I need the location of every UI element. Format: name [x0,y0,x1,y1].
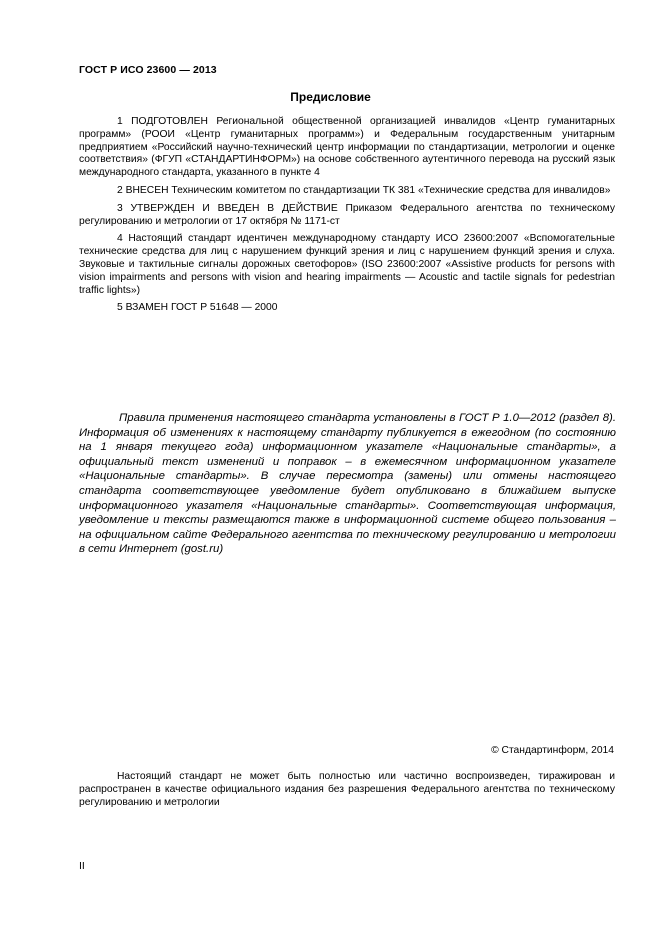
foreword-paragraph-4: 4 Настоящий стандарт идентичен международному стандарту ИСО 23600:2007 «Вспомогательные технические средства для лиц с нарушением функций зрения и лиц с нарушением функций зрения и слуха. Звуковые и тактильные сигналы дорожных светофоров» (ISO 23600:2007 «Assistive products for persons with vision impairments and persons with vision and hearing impairments — Acoustic and tactile signals for pedestrian traffic lights») [79,233,615,296]
foreword-paragraph-2: 2 ВНЕСЕН Техническим комитетом по стандартизации ТК 381 «Технические средства для инвалидов» [117,184,611,196]
reproduction-notice: Настоящий стандарт не может быть полностью или частично воспроизведен, тиражирован и распространен в качестве официального издания без разрешения Федерального агентства по техническому регулированию и метрологии [79,771,615,808]
document-code: ГОСТ Р ИСО 23600 — 2013 [79,64,217,76]
foreword-paragraph-3: 3 УТВЕРЖДЕН И ВВЕДЕН В ДЕЙСТВИЕ Приказом Федерального агентства по техническому регулированию и метрологии от 17 октября № 1171-ст [79,202,615,227]
foreword-paragraph-1: 1 ПОДГОТОВЛЕН Региональной общественной организацией инвалидов «Центр гуманитарных программ» (РООИ «Центр гуманитарных программ») и Федеральным государственным унитарным предприятием «Российский научно-технический центр информации по стандартизации, метрологии и оценке соответствия» (ФГУП «СТАНДАРТИНФОРМ») на основе собственного аутентичного перевода на русский язык международного стандарта, указанного в пункте 4 [79,116,615,179]
rules-of-application-note: Правила применения настоящего стандарта установлены в ГОСТ Р 1.0—2012 (раздел 8). Информация об изменениях к настоящему стандарту публикуется в ежегодном (по состоянию на 1 января текущего года) информационном указателе «Национальные стандарты», а официальный текст изменений и поправок – в ежемесячном информационном указателе «Национальные стандарты». В случае пересмотра (замены) или отмены настоящего стандарта соответствующее уведомление будет опубликовано в ближайшем выпуске информационного указателя «Национальные стандарты». Соответствующая информация, уведомление и тексты размещаются также в информационной системе общего пользования – на официальном сайте Федерального агентства по техническому регулированию и метрологии в сети Интернет (gost.ru) [79,412,616,556]
copyright-line: © Стандартинформ, 2014 [491,745,614,756]
foreword-paragraph-5: 5 ВЗАМЕН ГОСТ Р 51648 — 2000 [117,302,278,314]
reproduction-notice-block [79,771,615,814]
foreword-title: Предисловие [290,90,371,104]
foreword-body [79,116,615,320]
page-number: II [79,860,85,872]
